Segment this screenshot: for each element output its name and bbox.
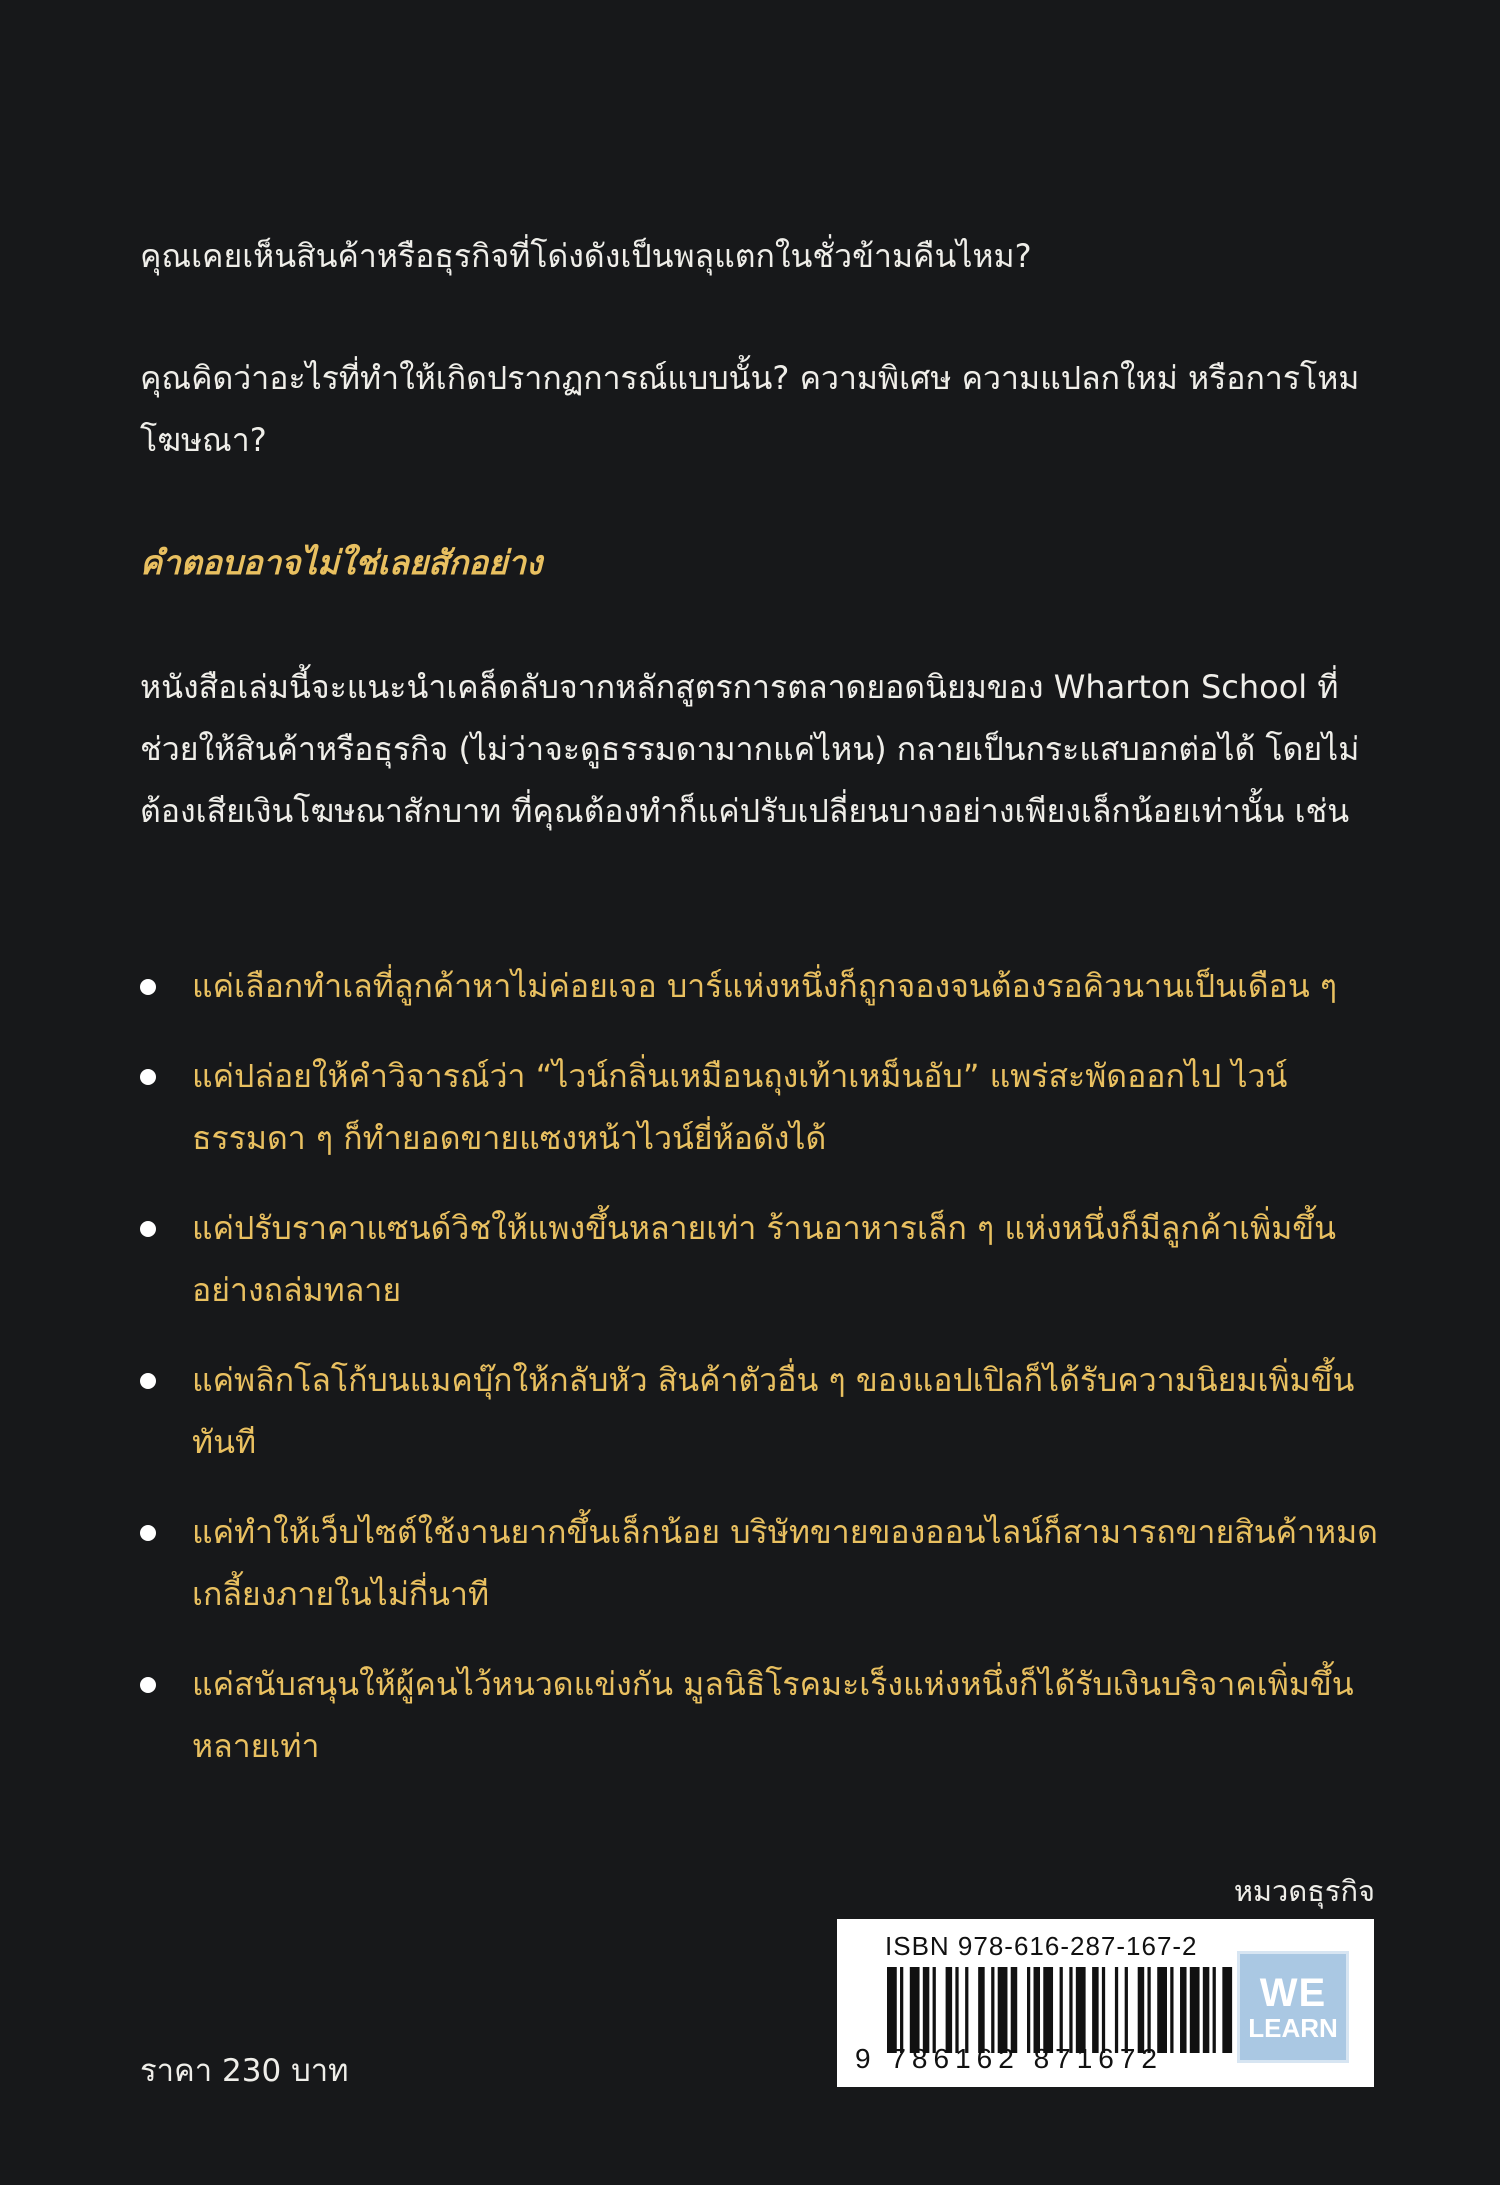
isbn-digits: 9 786162 871672 <box>855 2043 1163 2074</box>
list-item-text: แค่ปล่อยให้คำวิจารณ์ว่า “ไวน์กลิ่นเหมือนถุงเท้าเหม็นอับ” แพร่สะพัดออกไป ไวน์ธรรมดา ๆ ก็ทำยอดขายแซงหน้าไวน์ยี่ห้อดังได้ <box>192 1057 1288 1157</box>
bullet-dot-icon <box>140 1677 156 1693</box>
logo-line-we: WE <box>1259 1971 1327 2015</box>
category-label: หมวดธุรกิจ <box>1233 1874 1375 1908</box>
list-item-text: แค่พลิกโลโก้บนแมคบุ๊กให้กลับหัว สินค้าตัวอื่น ๆ ของแอปเปิลก็ได้รับความนิยมเพิ่มขึ้นทันที <box>192 1361 1355 1461</box>
list-item-text: แค่ปรับราคาแซนด์วิชให้แพงขึ้นหลายเท่า ร้านอาหารเล็ก ๆ แห่งหนึ่งก็มีลูกค้าเพิ่มขึ้นอย่างถล่มทลาย <box>192 1209 1337 1309</box>
bullet-dot-icon <box>140 1373 156 1389</box>
isbn-barcode-box <box>837 1919 1374 2087</box>
list-item <box>140 955 1380 1017</box>
answer-highlight: คำตอบอาจไม่ใช่เลยสักอย่าง <box>140 543 543 582</box>
bullet-dot-icon <box>140 1525 156 1541</box>
publisher-logo <box>1237 1951 1349 2063</box>
list-item-text: แค่เลือกทำเลที่ลูกค้าหาไม่ค่อยเจอ บาร์แห่งหนึ่งก็ถูกจองจนต้องรอคิวนานเป็นเดือน ๆ <box>192 967 1338 1005</box>
isbn-label: ISBN 978-616-287-167-2 <box>885 1931 1198 1961</box>
list-item <box>140 1045 1380 1169</box>
bullet-dot-icon <box>140 1069 156 1085</box>
list-item <box>140 1653 1380 1777</box>
question-one: คุณเคยเห็นสินค้าหรือธุรกิจที่โด่งดังเป็นพลุแตกในชั่วข้ามคืนไหม? <box>140 237 1032 275</box>
bullet-dot-icon <box>140 979 156 995</box>
intro-paragraph: หนังสือเล่มนี้จะแนะนำเคล็ดลับจากหลักสูตรการตลาดยอดนิยมของ Wharton School ที่ช่วยให้สินค้าหรือธุรกิจ (ไม่ว่าจะดูธรรมดามากแค่ไหน) กลายเป็นกระแสบอกต่อได้ โดยไม่ต้องเสียเงินโฆษณาสักบาท ที่คุณต้องทำก็แค่ปรับเปลี่ยนบางอย่างเพียงเล็กน้อยเท่านั้น เช่น <box>140 668 1360 830</box>
price-label: ราคา 230 บาท <box>140 2053 349 2089</box>
tips-list <box>140 955 1380 1805</box>
logo-line-learn: LEARN <box>1248 2013 1338 2043</box>
bullet-dot-icon <box>140 1221 156 1237</box>
list-item-text: แค่ทำให้เว็บไซต์ใช้งานยากขึ้นเล็กน้อย บริษัทขายของออนไลน์ก็สามารถขายสินค้าหมดเกลี้ยงภายในไม่กี่นาที <box>192 1513 1378 1613</box>
list-item-text: แค่สนับสนุนให้ผู้คนไว้หนวดแข่งกัน มูลนิธิโรคมะเร็งแห่งหนึ่งก็ได้รับเงินบริจาคเพิ่มขึ้นหลายเท่า <box>192 1665 1354 1765</box>
list-item <box>140 1501 1380 1625</box>
question-two: คุณคิดว่าอะไรที่ทำให้เกิดปรากฏการณ์แบบนั้น? ความพิเศษ ความแปลกใหม่ หรือการโหมโฆษณา? <box>140 359 1360 459</box>
list-item <box>140 1197 1380 1321</box>
list-item <box>140 1349 1380 1473</box>
